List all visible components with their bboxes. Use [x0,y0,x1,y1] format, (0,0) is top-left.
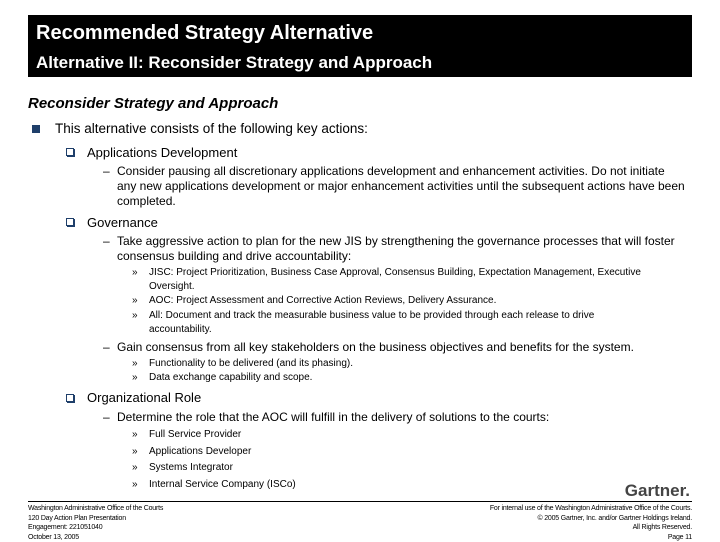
slide-subtitle: Alternative II: Reconsider Strategy and Approach [36,53,432,73]
intro-text: This alternative consists of the following key actions: [55,121,368,136]
dash-bullet: – [103,340,110,355]
chevron-bullet: » [132,266,138,280]
chevron-bullet: » [132,294,138,308]
footer-usage: For internal use of the Washington Administrative Office of the Courts. [490,504,692,514]
list-item: Applications Developer [149,445,251,459]
checkbox-bullet-icon [66,148,74,156]
dash-bullet: – [103,410,110,425]
footer-engagement: Engagement: 221051040 [28,523,163,533]
chevron-bullet: » [132,309,138,323]
square-bullet-icon [32,125,40,133]
chevron-bullet: » [132,445,138,459]
list-item: All: Document and track the measurable business value to be provided through each release to drive accountability. [149,309,659,337]
page-number: Page 11 [490,533,692,542]
group-text: Determine the role that the AOC will fulfill in the delivery of solutions to the courts: [117,410,549,425]
list-item: Data exchange capability and scope. [149,371,312,385]
chevron-bullet: » [132,428,138,442]
footer-copyright: © 2005 Gartner, Inc. and/or Gartner Holdings Ireland. [490,514,692,524]
checkbox-bullet-icon [66,394,74,402]
list-item: JISC: Project Prioritization, Business Case Approval, Consensus Building, Expectation Management, Executive Oversight. [149,266,659,294]
footer-right [490,504,692,542]
group-text: Take aggressive action to plan for the new JIS by strengthening the governance processes that will foster consensus building and drive accountability: [117,234,692,264]
footer-presentation: 120 Day Action Plan Presentation [28,514,163,524]
group-title: Organizational Role [87,390,201,405]
list-item: AOC: Project Assessment and Corrective Action Reviews, Delivery Assurance. [149,294,659,308]
footer-left [28,504,163,542]
group-title: Governance [87,215,158,230]
gartner-logo: Gartner. [625,481,690,501]
list-item: Functionality to be delivered (and its phasing). [149,357,353,371]
chevron-bullet: » [132,357,138,371]
chevron-bullet: » [132,371,138,385]
footer-org: Washington Administrative Office of the Courts [28,504,163,514]
dash-bullet: – [103,234,110,249]
chevron-bullet: » [132,461,138,475]
section-title: Reconsider Strategy and Approach [28,95,278,112]
footer-divider [28,501,692,502]
footer-date: October 13, 2005 [28,533,163,542]
chevron-bullet: » [132,478,138,492]
list-item: Systems Integrator [149,461,233,475]
title-banner [28,15,692,77]
checkbox-bullet-icon [66,218,74,226]
list-item: Full Service Provider [149,428,241,442]
dash-bullet: – [103,164,110,179]
group-text: Gain consensus from all key stakeholders on the business objectives and benefits for the system. [117,340,692,355]
group-title: Applications Development [87,145,237,160]
list-item: Internal Service Company (ISCo) [149,478,296,492]
slide-title: Recommended Strategy Alternative [36,22,373,45]
footer-rights: All Rights Reserved. [490,523,692,533]
group-text: Consider pausing all discretionary applications development and enhancement activities. Do not initiate any new applications development or major enhancement activities until the subsequent actions have been completed. [117,164,687,209]
